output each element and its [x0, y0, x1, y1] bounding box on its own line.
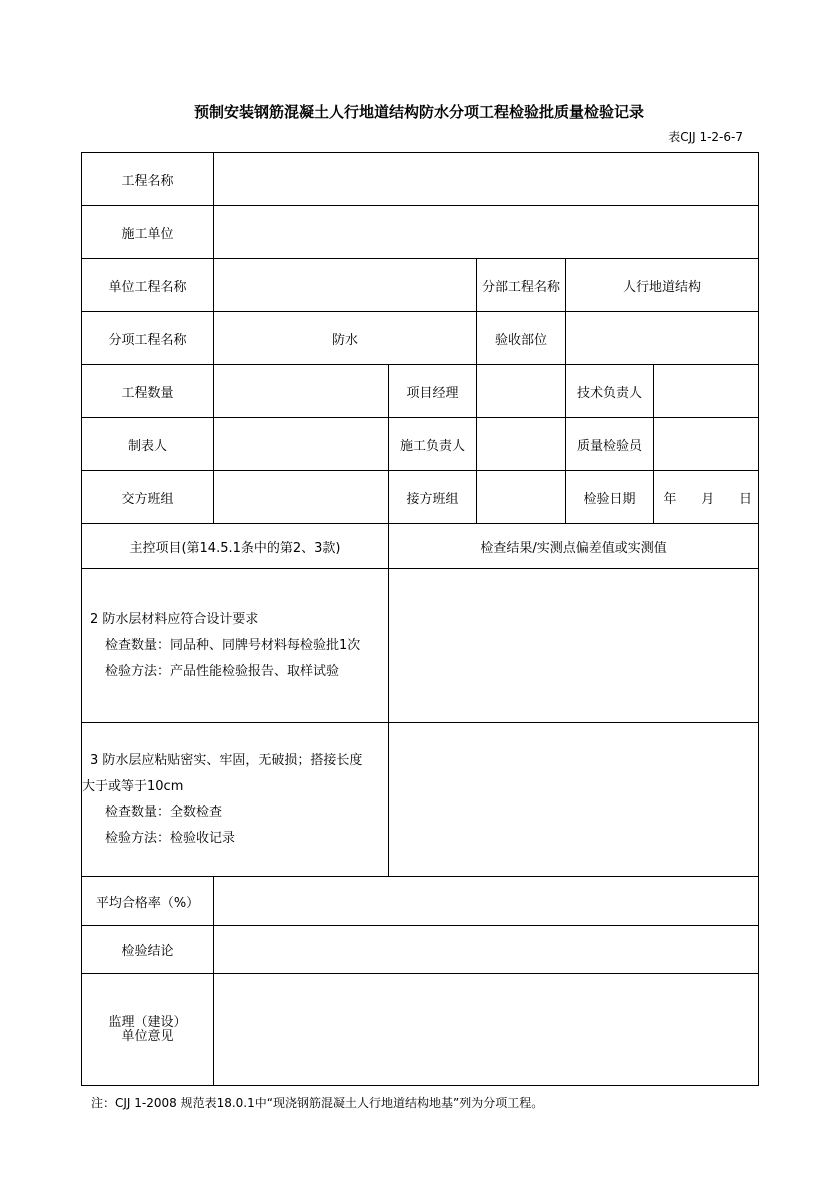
item-3-check-quantity: 检查数量：全数检查 [105, 804, 223, 820]
inspection-date-label: 检验日期 [566, 471, 654, 524]
main-control-header: 主控项目(第14.5.1条中的第2、3款) [82, 524, 389, 569]
inspection-date-field[interactable] [654, 471, 759, 524]
inspection-record-table [81, 152, 759, 1086]
row-unit-project [82, 259, 759, 312]
subdivision-label: 分项工程名称 [82, 312, 214, 365]
result-header: 检查结果/实测点偏差值或实测值 [389, 524, 759, 569]
division-field[interactable]: 人行地道结构 [566, 259, 759, 312]
row-preparer [82, 418, 759, 471]
quantity-label: 工程数量 [82, 365, 214, 418]
row-main-control-header [82, 524, 759, 569]
row-handover [82, 471, 759, 524]
construction-unit-label: 施工单位 [82, 206, 214, 259]
row-supervision [82, 974, 759, 1086]
quantity-field[interactable] [214, 365, 389, 418]
item-3-check-method: 检验方法：检验收记录 [105, 830, 236, 846]
date-year: 年 [663, 491, 677, 507]
preparer-field[interactable] [214, 418, 389, 471]
row-project-name [82, 153, 759, 206]
row-subdivision [82, 312, 759, 365]
row-construction-unit [82, 206, 759, 259]
row-item-3 [82, 723, 759, 877]
handover-team-label: 交方班组 [82, 471, 214, 524]
division-label: 分部工程名称 [477, 259, 566, 312]
row-pass-rate [82, 877, 759, 926]
qc-inspector-label: 质量检验员 [566, 418, 654, 471]
acceptance-location-label: 验收部位 [477, 312, 566, 365]
form-code: 表CJJ 1-2-6-7 [668, 130, 743, 144]
unit-project-label: 单位工程名称 [82, 259, 214, 312]
subdivision-field[interactable]: 防水 [214, 312, 477, 365]
conclusion-label: 检验结论 [82, 926, 214, 974]
pass-rate-field[interactable] [214, 877, 759, 926]
tech-lead-label: 技术负责人 [566, 365, 654, 418]
project-name-label: 工程名称 [82, 153, 214, 206]
project-name-field[interactable] [214, 153, 759, 206]
project-manager-label: 项目经理 [389, 365, 477, 418]
supervision-opinion-field[interactable] [214, 974, 759, 1086]
project-manager-field[interactable] [477, 365, 566, 418]
site-lead-field[interactable] [477, 418, 566, 471]
supervision-label-line1: 监理（建设） [108, 1014, 187, 1030]
item-2-result-field[interactable] [389, 569, 759, 723]
item-2-check-method: 检验方法：产品性能检验报告、取样试验 [105, 663, 340, 679]
site-lead-label: 施工负责人 [389, 418, 477, 471]
footnote: 注：CJJ 1-2008 规范表18.0.1中“现浇钢筋混凝土人行地道结构地基”列为分项工程。 [91, 1096, 544, 1110]
acceptance-location-field[interactable] [566, 312, 759, 365]
tech-lead-field[interactable] [654, 365, 759, 418]
item-3-requirement-cont: 大于或等于10cm [82, 778, 184, 794]
item-3-requirement: 3 防水层应粘贴密实、牢固，无破损；搭接长度 [90, 752, 363, 768]
supervision-label-line2: 单位意见 [121, 1028, 174, 1044]
qc-inspector-field[interactable] [654, 418, 759, 471]
date-day: 日 [739, 491, 753, 507]
unit-project-field[interactable] [214, 259, 477, 312]
row-quantity [82, 365, 759, 418]
item-2-check-quantity: 检查数量：同品种、同牌号材料每检验批1次 [105, 637, 361, 653]
conclusion-field[interactable] [214, 926, 759, 974]
item-2-requirement: 2 防水层材料应符合设计要求 [90, 611, 259, 627]
receiving-team-label: 接方班组 [389, 471, 477, 524]
row-conclusion [82, 926, 759, 974]
main-control-item-2 [82, 569, 389, 723]
date-month: 月 [701, 491, 715, 507]
main-control-item-3 [82, 723, 389, 877]
row-item-2 [82, 569, 759, 723]
document-title: 预制安装钢筋混凝土人行地道结构防水分项工程检验批质量检验记录 [193, 103, 644, 121]
handover-team-field[interactable] [214, 471, 389, 524]
supervision-label [82, 974, 214, 1086]
construction-unit-field[interactable] [214, 206, 759, 259]
receiving-team-field[interactable] [477, 471, 566, 524]
pass-rate-label: 平均合格率（%） [82, 877, 214, 926]
item-3-result-field[interactable] [389, 723, 759, 877]
preparer-label: 制表人 [82, 418, 214, 471]
